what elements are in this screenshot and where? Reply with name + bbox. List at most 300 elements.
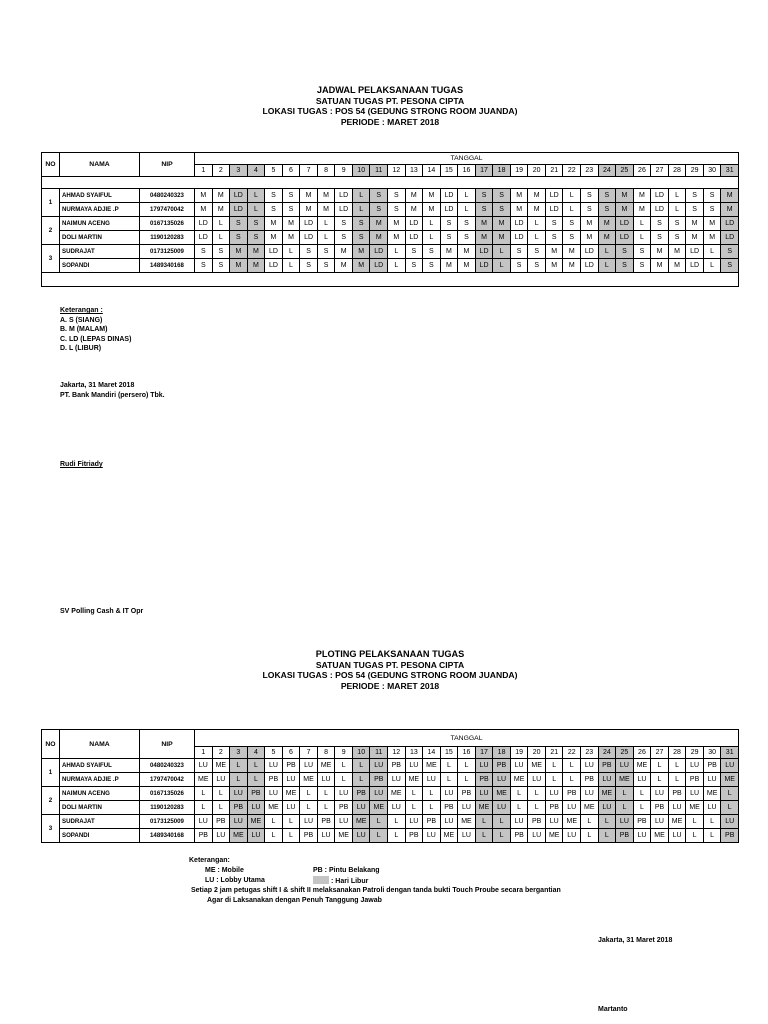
col-no-header: NO	[42, 153, 60, 177]
shift-cell: S	[493, 203, 511, 217]
shift-cell: PB	[230, 801, 248, 815]
shift-cell: S	[651, 231, 669, 245]
shift-cell: S	[265, 203, 283, 217]
note-malam: B. M (MALAM)	[60, 326, 108, 333]
employee-nip: 0167135026	[140, 217, 195, 231]
schedule1-location: LOKASI TUGAS : POS 54 (GEDUNG STRONG ROOM JUANDA)	[262, 106, 518, 116]
schedule2-period: PERIODE : MARET 2018	[340, 680, 440, 691]
shift-cell: LU	[300, 759, 318, 773]
schedule1-table	[41, 152, 739, 287]
shift-cell: LU	[528, 773, 546, 787]
shift-cell: L	[651, 759, 669, 773]
shift-cell: L	[458, 759, 476, 773]
shift-cell: LU	[440, 815, 458, 829]
blank-row	[42, 273, 739, 287]
shift-cell: L	[598, 245, 616, 259]
shift-cell: L	[247, 203, 265, 217]
shift-cell: PB	[212, 815, 230, 829]
shift-cell: PB	[668, 787, 686, 801]
schedule2-title: PLOTING PELAKSANAAN TUGAS	[315, 649, 465, 659]
shift-cell: L	[458, 203, 476, 217]
shift-cell: L	[370, 815, 388, 829]
shift-cell: LU	[423, 829, 441, 843]
shift-cell: L	[440, 759, 458, 773]
shift-cell: L	[230, 759, 248, 773]
shift-cell: LU	[388, 773, 406, 787]
shift-cell: S	[212, 259, 230, 273]
shift-cell: L	[370, 829, 388, 843]
shift-cell: PB	[598, 759, 616, 773]
day-header: 29	[686, 747, 704, 759]
shift-cell: S	[616, 245, 634, 259]
shift-cell: S	[475, 189, 493, 203]
shift-cell: L	[563, 203, 581, 217]
shift-cell: S	[668, 231, 686, 245]
shift-cell: M	[510, 189, 528, 203]
day-header: 22	[563, 747, 581, 759]
shift-cell: LD	[581, 245, 599, 259]
shift-cell: L	[440, 773, 458, 787]
day-header: 3	[230, 165, 248, 177]
shift-cell: M	[388, 217, 406, 231]
shift-cell: LU	[703, 801, 721, 815]
shift-cell: M	[352, 245, 370, 259]
day-header: 22	[563, 165, 581, 177]
group-number: 2	[42, 787, 60, 815]
shift-cell: S	[282, 203, 300, 217]
employee-nip: 0480240323	[140, 189, 195, 203]
shift-cell: L	[212, 231, 230, 245]
shift-cell: S	[616, 259, 634, 273]
shift-cell: M	[721, 189, 739, 203]
shift-cell: M	[598, 217, 616, 231]
shift-cell: M	[195, 189, 213, 203]
employee-nip: 1190120283	[140, 801, 195, 815]
shift-cell: L	[493, 245, 511, 259]
day-header: 30	[703, 747, 721, 759]
shift-cell: ME	[317, 759, 335, 773]
shift-cell: M	[405, 189, 423, 203]
legend-pb: PB : Pintu Belakang	[313, 867, 380, 874]
day-header: 27	[651, 747, 669, 759]
shift-cell: LU	[721, 815, 739, 829]
shift-cell: ME	[721, 773, 739, 787]
shift-cell: LU	[493, 773, 511, 787]
shift-cell: S	[458, 217, 476, 231]
shift-cell: L	[528, 217, 546, 231]
shift-cell: L	[265, 829, 283, 843]
group-number: 1	[42, 189, 60, 217]
shift-cell: S	[335, 217, 353, 231]
shift-cell: LD	[686, 259, 704, 273]
shift-cell: M	[423, 189, 441, 203]
shift-cell: LD	[405, 231, 423, 245]
day-header: 6	[282, 747, 300, 759]
shift-cell: L	[493, 815, 511, 829]
shift-cell: S	[195, 245, 213, 259]
shift-cell: LU	[405, 759, 423, 773]
shift-cell: L	[317, 801, 335, 815]
shift-cell: ME	[370, 801, 388, 815]
shift-cell: LD	[545, 203, 563, 217]
shift-cell: PB	[458, 787, 476, 801]
day-header: 19	[510, 747, 528, 759]
day-header: 1	[195, 747, 213, 759]
day-header: 7	[300, 165, 318, 177]
shift-cell: S	[388, 189, 406, 203]
day-header: 16	[458, 165, 476, 177]
employee-name: DOLI MARTIN	[60, 801, 140, 815]
shift-cell: M	[230, 259, 248, 273]
shift-cell: ME	[668, 815, 686, 829]
employee-name: NURMAYA ADJIE .P	[60, 773, 140, 787]
shift-cell: LU	[352, 801, 370, 815]
day-header: 9	[335, 747, 353, 759]
shift-cell: L	[247, 773, 265, 787]
shift-cell: L	[563, 759, 581, 773]
shift-cell: LU	[458, 829, 476, 843]
col-nip-header: NIP	[140, 730, 195, 759]
employee-name: NAIMUN ACENG	[60, 217, 140, 231]
shift-cell: LU	[668, 829, 686, 843]
day-header: 10	[352, 165, 370, 177]
shift-cell: L	[317, 787, 335, 801]
shift-cell: ME	[212, 759, 230, 773]
shift-cell: M	[651, 259, 669, 273]
group-number: 1	[42, 759, 60, 787]
shift-cell: ME	[581, 801, 599, 815]
shift-cell: M	[563, 245, 581, 259]
day-header: 30	[703, 165, 721, 177]
shift-cell: PB	[563, 787, 581, 801]
shift-cell: LD	[475, 259, 493, 273]
schedule1-signature-block	[60, 381, 165, 400]
shift-cell: LU	[633, 829, 651, 843]
employee-nip: 1797470042	[140, 203, 195, 217]
shift-cell: M	[686, 231, 704, 245]
schedule1-title: JADWAL PELAKSANAAN TUGAS	[316, 85, 464, 95]
shift-cell: L	[493, 829, 511, 843]
shift-cell: LU	[616, 759, 634, 773]
schedule2-location: LOKASI TUGAS : POS 54 (GEDUNG STRONG ROOM JUANDA)	[262, 670, 518, 680]
shift-cell: ME	[247, 815, 265, 829]
shift-cell: LD	[230, 203, 248, 217]
shift-cell: M	[528, 189, 546, 203]
day-header: 11	[370, 165, 388, 177]
shift-cell: L	[703, 815, 721, 829]
day-header: 9	[335, 165, 353, 177]
shift-cell: M	[668, 245, 686, 259]
shift-cell: S	[300, 259, 318, 273]
day-header: 12	[388, 747, 406, 759]
shift-cell: S	[633, 259, 651, 273]
shift-cell: M	[528, 203, 546, 217]
shift-cell: PB	[721, 829, 739, 843]
shift-cell: PB	[282, 759, 300, 773]
day-header: 24	[598, 747, 616, 759]
shift-cell: PB	[352, 787, 370, 801]
shift-cell: S	[370, 203, 388, 217]
shift-cell: LU	[475, 759, 493, 773]
shift-cell: LU	[388, 801, 406, 815]
shift-cell: PB	[633, 815, 651, 829]
col-no-header: NO	[42, 730, 60, 759]
shift-cell: PB	[405, 829, 423, 843]
shift-cell: PB	[440, 801, 458, 815]
employee-name: NURMAYA ADJIE .P	[60, 203, 140, 217]
shift-cell: L	[581, 829, 599, 843]
group-number: 3	[42, 815, 60, 843]
shift-cell: L	[510, 801, 528, 815]
shift-cell: PB	[510, 829, 528, 843]
shift-cell: L	[212, 787, 230, 801]
day-header: 14	[423, 747, 441, 759]
shift-cell: ME	[510, 773, 528, 787]
day-header: 26	[633, 165, 651, 177]
shift-cell: L	[598, 259, 616, 273]
day-header: 25	[616, 747, 634, 759]
shift-cell: LU	[581, 759, 599, 773]
shift-cell: LD	[265, 245, 283, 259]
shift-cell: LU	[317, 773, 335, 787]
day-header: 14	[423, 165, 441, 177]
shift-cell: LU	[651, 815, 669, 829]
shift-cell: L	[668, 773, 686, 787]
shift-cell: LU	[370, 787, 388, 801]
shift-cell: LU	[352, 829, 370, 843]
shift-cell: L	[423, 217, 441, 231]
shift-cell: LU	[423, 773, 441, 787]
shift-cell: L	[581, 815, 599, 829]
shift-cell: L	[563, 773, 581, 787]
shift-cell: M	[282, 231, 300, 245]
shift-cell: M	[212, 189, 230, 203]
day-header: 11	[370, 747, 388, 759]
shift-cell: LU	[370, 759, 388, 773]
day-header: 21	[545, 747, 563, 759]
shift-cell: S	[581, 189, 599, 203]
shift-cell: L	[458, 773, 476, 787]
shift-cell: S	[230, 231, 248, 245]
shift-cell: L	[388, 259, 406, 273]
shift-cell: L	[423, 801, 441, 815]
day-header: 28	[668, 747, 686, 759]
shift-cell: S	[335, 231, 353, 245]
shift-cell: L	[352, 203, 370, 217]
shift-cell: LD	[616, 217, 634, 231]
shift-cell: PB	[370, 773, 388, 787]
table-row	[42, 759, 739, 773]
shift-cell: S	[598, 203, 616, 217]
shift-cell: L	[686, 829, 704, 843]
shift-cell: L	[195, 801, 213, 815]
shift-cell: S	[352, 231, 370, 245]
day-header: 16	[458, 747, 476, 759]
shift-cell: L	[352, 189, 370, 203]
company-name: PT. Bank Mandiri (persero) Tbk.	[60, 391, 165, 399]
place-date: Jakarta, 31 Maret 2018	[60, 382, 135, 389]
shift-cell: LU	[598, 801, 616, 815]
shift-cell: ME	[563, 815, 581, 829]
shift-cell: L	[282, 829, 300, 843]
notes-heading: Keterangan:	[189, 857, 230, 864]
shift-cell: LU	[721, 759, 739, 773]
schedule2-notes	[189, 856, 230, 866]
shift-cell: M	[510, 203, 528, 217]
shift-cell: M	[352, 259, 370, 273]
signer-role: SV Polling Cash & IT Opr	[60, 608, 144, 615]
shift-cell: PB	[703, 759, 721, 773]
day-header: 12	[388, 165, 406, 177]
shift-cell: LD	[440, 189, 458, 203]
shift-cell: M	[475, 231, 493, 245]
shift-cell: L	[388, 245, 406, 259]
shift-cell: L	[247, 759, 265, 773]
shift-cell: LU	[247, 801, 265, 815]
shift-cell: LU	[230, 815, 248, 829]
shift-cell: M	[405, 203, 423, 217]
shift-cell: M	[247, 245, 265, 259]
shift-cell: L	[721, 801, 739, 815]
shift-cell: M	[440, 245, 458, 259]
day-header: 31	[721, 165, 739, 177]
shift-cell: LU	[616, 815, 634, 829]
shift-cell: LU	[300, 815, 318, 829]
table-row	[42, 189, 739, 203]
shift-cell: LD	[440, 203, 458, 217]
shift-cell: S	[545, 217, 563, 231]
shift-cell: L	[545, 759, 563, 773]
day-header: 27	[651, 165, 669, 177]
shift-cell: M	[317, 189, 335, 203]
shift-cell: M	[616, 203, 634, 217]
shift-cell: S	[423, 259, 441, 273]
employee-name: SOPANDI	[60, 829, 140, 843]
shift-cell: S	[300, 245, 318, 259]
shift-cell: S	[265, 189, 283, 203]
shift-cell: M	[651, 245, 669, 259]
shift-cell: M	[581, 231, 599, 245]
shift-cell: S	[282, 189, 300, 203]
employee-nip: 0480240323	[140, 759, 195, 773]
shift-cell: S	[528, 259, 546, 273]
day-header: 20	[528, 747, 546, 759]
note-lepas-dinas: C. LD (LEPAS DINAS)	[60, 335, 132, 343]
shift-cell: M	[282, 217, 300, 231]
shift-cell: LU	[686, 787, 704, 801]
shift-cell: ME	[475, 801, 493, 815]
shift-cell: S	[230, 217, 248, 231]
shift-cell: M	[686, 217, 704, 231]
shift-cell: LU	[440, 787, 458, 801]
shift-cell: LU	[405, 815, 423, 829]
shift-cell: PB	[493, 759, 511, 773]
shift-cell: PB	[528, 815, 546, 829]
shift-cell: ME	[300, 773, 318, 787]
shift-cell: L	[528, 231, 546, 245]
shift-cell: PB	[300, 829, 318, 843]
day-header: 17	[475, 165, 493, 177]
schedule2-table	[41, 729, 739, 843]
employee-nip: 1190120283	[140, 231, 195, 245]
shift-cell: ME	[335, 829, 353, 843]
shift-cell: LU	[195, 815, 213, 829]
shift-cell: LD	[581, 259, 599, 273]
table-row	[42, 773, 739, 787]
shift-cell: S	[405, 245, 423, 259]
day-header: 5	[265, 747, 283, 759]
shift-cell: M	[423, 203, 441, 217]
note-libur: D. L (LIBUR)	[60, 345, 102, 352]
shift-cell: L	[703, 245, 721, 259]
shift-cell: S	[510, 259, 528, 273]
shift-cell: S	[563, 231, 581, 245]
shift-cell: M	[440, 259, 458, 273]
shift-cell: LU	[265, 759, 283, 773]
shift-cell: M	[475, 217, 493, 231]
shift-cell: S	[598, 189, 616, 203]
shift-cell: L	[230, 773, 248, 787]
legend-lu: LU : Lobby Utama	[205, 877, 265, 884]
table-row	[42, 245, 739, 259]
day-header: 24	[598, 165, 616, 177]
shift-cell: LD	[651, 189, 669, 203]
shift-cell: M	[493, 217, 511, 231]
table-row	[42, 801, 739, 815]
schedule1-header	[0, 85, 768, 127]
shift-cell: M	[335, 259, 353, 273]
shift-cell: M	[703, 231, 721, 245]
shift-cell: S	[247, 217, 265, 231]
shift-cell: M	[598, 231, 616, 245]
shift-cell: ME	[352, 815, 370, 829]
day-header: 7	[300, 747, 318, 759]
shift-cell: PB	[686, 773, 704, 787]
shift-cell: ME	[493, 787, 511, 801]
shift-cell: ME	[703, 787, 721, 801]
shift-cell: L	[388, 829, 406, 843]
shift-cell: ME	[616, 773, 634, 787]
shift-cell: L	[633, 217, 651, 231]
table-row	[42, 815, 739, 829]
day-header: 5	[265, 165, 283, 177]
shift-cell: LU	[598, 773, 616, 787]
day-header: 19	[510, 165, 528, 177]
shift-cell: S	[703, 189, 721, 203]
shift-cell: S	[510, 245, 528, 259]
day-header: 13	[405, 165, 423, 177]
shift-cell: M	[493, 231, 511, 245]
shift-cell: LD	[651, 203, 669, 217]
shift-cell: S	[563, 217, 581, 231]
shift-cell: LU	[668, 801, 686, 815]
employee-nip: 0173125009	[140, 815, 195, 829]
shift-cell: M	[458, 245, 476, 259]
shift-cell: PB	[475, 773, 493, 787]
shift-cell: PB	[388, 759, 406, 773]
shift-cell: M	[265, 231, 283, 245]
shift-cell: L	[405, 801, 423, 815]
shift-cell: PB	[317, 815, 335, 829]
table-row	[42, 203, 739, 217]
shift-cell: S	[475, 203, 493, 217]
table-row	[42, 829, 739, 843]
shift-cell: M	[633, 189, 651, 203]
employee-nip: 0173125009	[140, 245, 195, 259]
employee-name: AHMAD SYAIFUL	[60, 189, 140, 203]
shift-cell: S	[528, 245, 546, 259]
shift-cell: L	[282, 259, 300, 273]
